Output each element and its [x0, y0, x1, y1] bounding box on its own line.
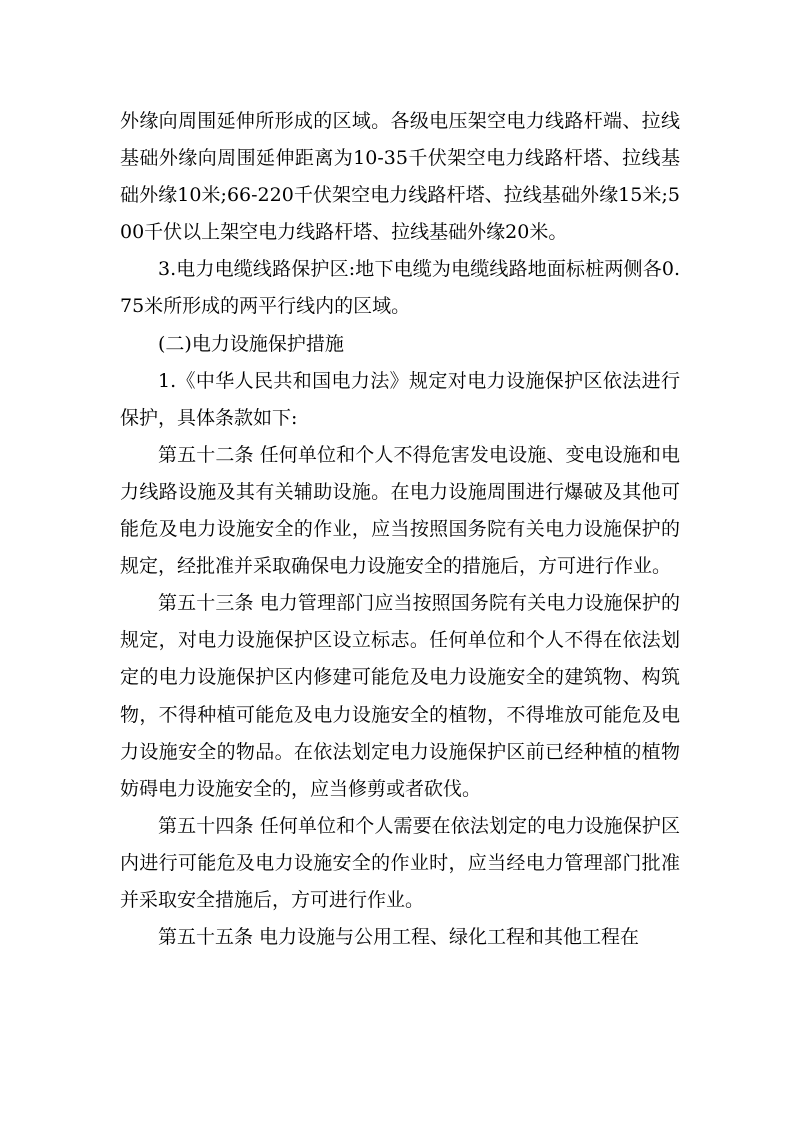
section-heading-protection-measures: (二)电力设施保护措施 — [158, 332, 344, 355]
paragraph-article-55: 第五十五条 电力设施与公用工程、绿化工程和其他工程在 — [158, 926, 640, 949]
document-body — [120, 103, 680, 956]
paragraph-cable-line-protection-zone: 3.电力电缆线路保护区:地下电缆为电缆线路地面标桩两侧各0.75米所形成的两平行线内的区域。 — [120, 258, 680, 318]
paragraph-zone-definition-continuation: 外缘向周围延伸所形成的区域。各级电压架空电力线路杆端、拉线基础外缘向周围延伸距离为10-35千伏架空电力线路杆塔、拉线基础外缘10米;66-220千伏架空电力线路杆塔、拉线基础外缘15米;500千伏以上架空电力线路杆塔、拉线基础外缘20米。 — [120, 110, 680, 244]
paragraph-article-53: 第五十三条 电力管理部门应当按照国务院有关电力设施保护的规定，对电力设施保护区设立标志。任何单位和个人不得在依法划定的电力设施保护区内修建可能危及电力设施安全的建筑物、构筑物，不得种植可能危及电力设施安全的植物，不得堆放可能危及电力设施安全的物品。在依法划定电力设施保护区前已经种植的植物妨碍电力设施安全的，应当修剪或者砍伐。 — [120, 592, 680, 800]
paragraph-article-52: 第五十二条 任何单位和个人不得危害发电设施、变电设施和电力线路设施及其有关辅助设施。在电力设施周围进行爆破及其他可能危及电力设施安全的作业，应当按照国务院有关电力设施保护的规定，经批准并采取确保电力设施安全的措施后，方可进行作业。 — [120, 443, 680, 578]
paragraph-electricity-law-intro: 1.《中华人民共和国电力法》规定对电力设施保护区依法进行保护，具体条款如下: — [120, 369, 680, 429]
paragraph-article-54: 第五十四条 任何单位和个人需要在依法划定的电力设施保护区内进行可能危及电力设施安全的作业时，应当经电力管理部门批准并采取安全措施后，方可进行作业。 — [120, 814, 680, 911]
